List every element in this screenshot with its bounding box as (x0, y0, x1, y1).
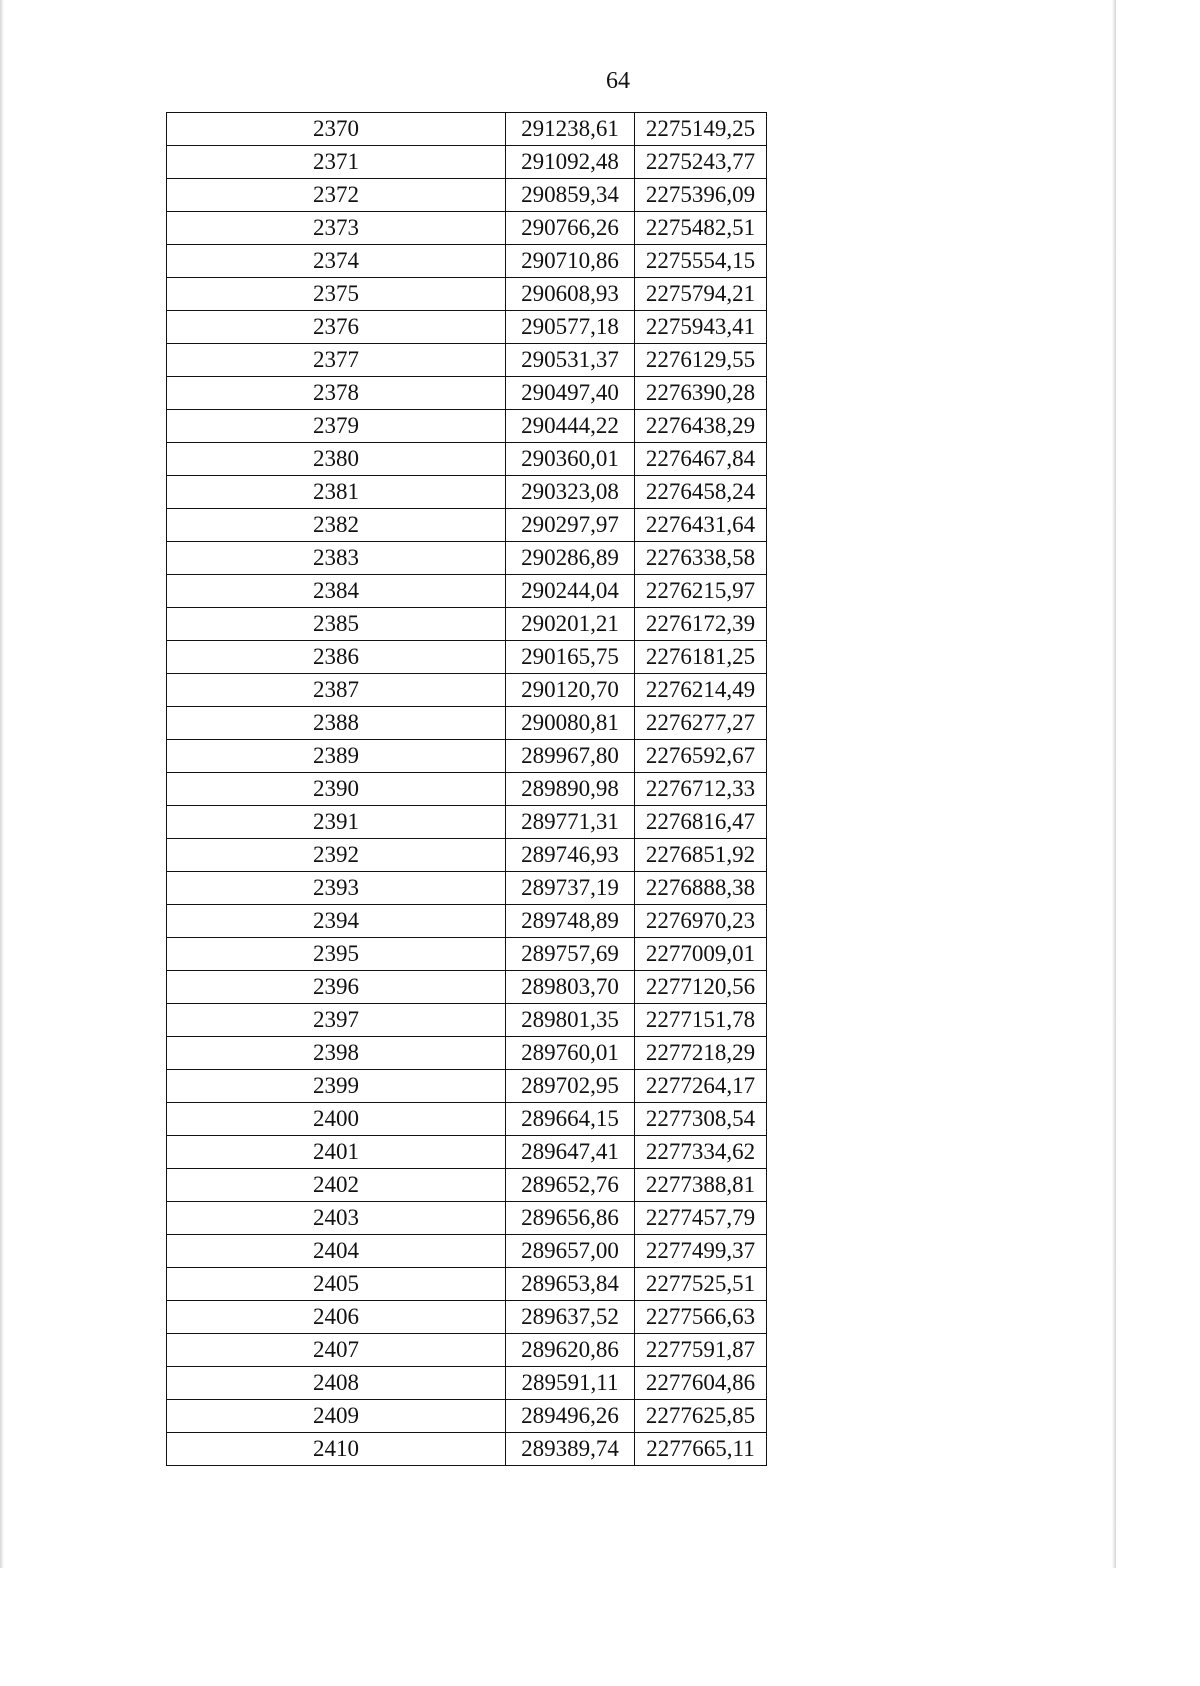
point-number-cell: 2387 (167, 674, 506, 707)
table-row (167, 707, 767, 740)
table-row (167, 575, 767, 608)
y-coordinate-cell: 2277264,17 (635, 1070, 767, 1103)
point-number-cell: 2409 (167, 1400, 506, 1433)
y-coordinate-cell: 2275243,77 (635, 146, 767, 179)
point-number-cell: 2376 (167, 311, 506, 344)
point-number-cell: 2395 (167, 938, 506, 971)
point-number-cell: 2378 (167, 377, 506, 410)
point-number-cell: 2404 (167, 1235, 506, 1268)
y-coordinate-cell: 2276338,58 (635, 542, 767, 575)
table-row (167, 1037, 767, 1070)
table-row (167, 1400, 767, 1433)
point-number-cell: 2377 (167, 344, 506, 377)
x-coordinate-cell: 289647,41 (506, 1136, 635, 1169)
point-number-cell: 2384 (167, 575, 506, 608)
point-number-cell: 2386 (167, 641, 506, 674)
y-coordinate-cell: 2276215,97 (635, 575, 767, 608)
x-coordinate-cell: 290608,93 (506, 278, 635, 311)
x-coordinate-cell: 290360,01 (506, 443, 635, 476)
table-row (167, 872, 767, 905)
table-row (167, 1103, 767, 1136)
table-row (167, 1334, 767, 1367)
table-row (167, 509, 767, 542)
x-coordinate-cell: 290577,18 (506, 311, 635, 344)
table-row (167, 443, 767, 476)
y-coordinate-cell: 2275794,21 (635, 278, 767, 311)
x-coordinate-cell: 289657,00 (506, 1235, 635, 1268)
point-number-cell: 2373 (167, 212, 506, 245)
table-row (167, 113, 767, 146)
point-number-cell: 2406 (167, 1301, 506, 1334)
point-number-cell: 2371 (167, 146, 506, 179)
table-row (167, 377, 767, 410)
x-coordinate-cell: 290497,40 (506, 377, 635, 410)
table-row (167, 839, 767, 872)
point-number-cell: 2374 (167, 245, 506, 278)
x-coordinate-cell: 289652,76 (506, 1169, 635, 1202)
x-coordinate-cell: 289737,19 (506, 872, 635, 905)
point-number-cell: 2388 (167, 707, 506, 740)
x-coordinate-cell: 291092,48 (506, 146, 635, 179)
x-coordinate-cell: 289801,35 (506, 1004, 635, 1037)
point-number-cell: 2405 (167, 1268, 506, 1301)
x-coordinate-cell: 289664,15 (506, 1103, 635, 1136)
point-number-cell: 2400 (167, 1103, 506, 1136)
point-number-cell: 2397 (167, 1004, 506, 1037)
y-coordinate-cell: 2277308,54 (635, 1103, 767, 1136)
y-coordinate-cell: 2277604,86 (635, 1367, 767, 1400)
table-row (167, 608, 767, 641)
x-coordinate-cell: 289653,84 (506, 1268, 635, 1301)
point-number-cell: 2396 (167, 971, 506, 1004)
x-coordinate-cell: 289591,11 (506, 1367, 635, 1400)
y-coordinate-cell: 2276592,67 (635, 740, 767, 773)
x-coordinate-cell: 290323,08 (506, 476, 635, 509)
x-coordinate-cell: 289496,26 (506, 1400, 635, 1433)
table-row (167, 476, 767, 509)
y-coordinate-cell: 2276172,39 (635, 608, 767, 641)
point-number-cell: 2380 (167, 443, 506, 476)
table-row (167, 1268, 767, 1301)
point-number-cell: 2375 (167, 278, 506, 311)
point-number-cell: 2407 (167, 1334, 506, 1367)
table-row (167, 1070, 767, 1103)
point-number-cell: 2390 (167, 773, 506, 806)
y-coordinate-cell: 2277499,37 (635, 1235, 767, 1268)
x-coordinate-cell: 290120,70 (506, 674, 635, 707)
y-coordinate-cell: 2277625,85 (635, 1400, 767, 1433)
table-row (167, 674, 767, 707)
x-coordinate-cell: 289760,01 (506, 1037, 635, 1070)
x-coordinate-cell: 289771,31 (506, 806, 635, 839)
point-number-cell: 2398 (167, 1037, 506, 1070)
point-number-cell: 2382 (167, 509, 506, 542)
x-coordinate-cell: 290859,34 (506, 179, 635, 212)
x-coordinate-cell: 290201,21 (506, 608, 635, 641)
x-coordinate-cell: 289890,98 (506, 773, 635, 806)
point-number-cell: 2389 (167, 740, 506, 773)
x-coordinate-cell: 289967,80 (506, 740, 635, 773)
y-coordinate-cell: 2275396,09 (635, 179, 767, 212)
y-coordinate-cell: 2277388,81 (635, 1169, 767, 1202)
coordinates-table-body (167, 113, 767, 1466)
table-row (167, 773, 767, 806)
point-number-cell: 2392 (167, 839, 506, 872)
scan-edge-right (1112, 0, 1116, 1568)
x-coordinate-cell: 289389,74 (506, 1433, 635, 1466)
scan-edge-left (0, 0, 4, 1568)
y-coordinate-cell: 2276851,92 (635, 839, 767, 872)
x-coordinate-cell: 289637,52 (506, 1301, 635, 1334)
table-row (167, 146, 767, 179)
x-coordinate-cell: 291238,61 (506, 113, 635, 146)
x-coordinate-cell: 289757,69 (506, 938, 635, 971)
y-coordinate-cell: 2277665,11 (635, 1433, 767, 1466)
y-coordinate-cell: 2277566,63 (635, 1301, 767, 1334)
point-number-cell: 2379 (167, 410, 506, 443)
x-coordinate-cell: 290710,86 (506, 245, 635, 278)
y-coordinate-cell: 2276970,23 (635, 905, 767, 938)
point-number-cell: 2410 (167, 1433, 506, 1466)
x-coordinate-cell: 290080,81 (506, 707, 635, 740)
table-row (167, 1301, 767, 1334)
point-number-cell: 2394 (167, 905, 506, 938)
table-row (167, 311, 767, 344)
y-coordinate-cell: 2275943,41 (635, 311, 767, 344)
x-coordinate-cell: 290297,97 (506, 509, 635, 542)
point-number-cell: 2393 (167, 872, 506, 905)
x-coordinate-cell: 289746,93 (506, 839, 635, 872)
table-row (167, 245, 767, 278)
coordinates-table (166, 112, 767, 1466)
x-coordinate-cell: 290766,26 (506, 212, 635, 245)
table-row (167, 938, 767, 971)
y-coordinate-cell: 2276181,25 (635, 641, 767, 674)
table-row (167, 1136, 767, 1169)
y-coordinate-cell: 2276467,84 (635, 443, 767, 476)
x-coordinate-cell: 289748,89 (506, 905, 635, 938)
point-number-cell: 2372 (167, 179, 506, 212)
y-coordinate-cell: 2275554,15 (635, 245, 767, 278)
y-coordinate-cell: 2276438,29 (635, 410, 767, 443)
table-row (167, 344, 767, 377)
y-coordinate-cell: 2277457,79 (635, 1202, 767, 1235)
y-coordinate-cell: 2277525,51 (635, 1268, 767, 1301)
y-coordinate-cell: 2276129,55 (635, 344, 767, 377)
table-row (167, 1367, 767, 1400)
point-number-cell: 2370 (167, 113, 506, 146)
x-coordinate-cell: 290244,04 (506, 575, 635, 608)
y-coordinate-cell: 2277151,78 (635, 1004, 767, 1037)
x-coordinate-cell: 290444,22 (506, 410, 635, 443)
table-row (167, 641, 767, 674)
x-coordinate-cell: 290531,37 (506, 344, 635, 377)
point-number-cell: 2399 (167, 1070, 506, 1103)
point-number-cell: 2401 (167, 1136, 506, 1169)
y-coordinate-cell: 2277009,01 (635, 938, 767, 971)
point-number-cell: 2403 (167, 1202, 506, 1235)
x-coordinate-cell: 290286,89 (506, 542, 635, 575)
table-row (167, 971, 767, 1004)
y-coordinate-cell: 2276431,64 (635, 509, 767, 542)
point-number-cell: 2381 (167, 476, 506, 509)
page-number: 64 (606, 68, 630, 94)
x-coordinate-cell: 289656,86 (506, 1202, 635, 1235)
point-number-cell: 2383 (167, 542, 506, 575)
table-row (167, 806, 767, 839)
y-coordinate-cell: 2276888,38 (635, 872, 767, 905)
table-row (167, 1235, 767, 1268)
table-row (167, 410, 767, 443)
y-coordinate-cell: 2277218,29 (635, 1037, 767, 1070)
x-coordinate-cell: 289620,86 (506, 1334, 635, 1367)
table-row (167, 1004, 767, 1037)
table-row (167, 1433, 767, 1466)
y-coordinate-cell: 2276458,24 (635, 476, 767, 509)
point-number-cell: 2408 (167, 1367, 506, 1400)
y-coordinate-cell: 2276214,49 (635, 674, 767, 707)
table-row (167, 542, 767, 575)
y-coordinate-cell: 2276816,47 (635, 806, 767, 839)
table-row (167, 179, 767, 212)
x-coordinate-cell: 289803,70 (506, 971, 635, 1004)
y-coordinate-cell: 2277591,87 (635, 1334, 767, 1367)
y-coordinate-cell: 2275149,25 (635, 113, 767, 146)
point-number-cell: 2402 (167, 1169, 506, 1202)
y-coordinate-cell: 2275482,51 (635, 212, 767, 245)
table-row (167, 212, 767, 245)
y-coordinate-cell: 2277334,62 (635, 1136, 767, 1169)
x-coordinate-cell: 289702,95 (506, 1070, 635, 1103)
table-row (167, 905, 767, 938)
y-coordinate-cell: 2276390,28 (635, 377, 767, 410)
point-number-cell: 2385 (167, 608, 506, 641)
y-coordinate-cell: 2277120,56 (635, 971, 767, 1004)
x-coordinate-cell: 290165,75 (506, 641, 635, 674)
table-row (167, 740, 767, 773)
y-coordinate-cell: 2276277,27 (635, 707, 767, 740)
y-coordinate-cell: 2276712,33 (635, 773, 767, 806)
point-number-cell: 2391 (167, 806, 506, 839)
table-row (167, 1202, 767, 1235)
table-row (167, 278, 767, 311)
table-row (167, 1169, 767, 1202)
